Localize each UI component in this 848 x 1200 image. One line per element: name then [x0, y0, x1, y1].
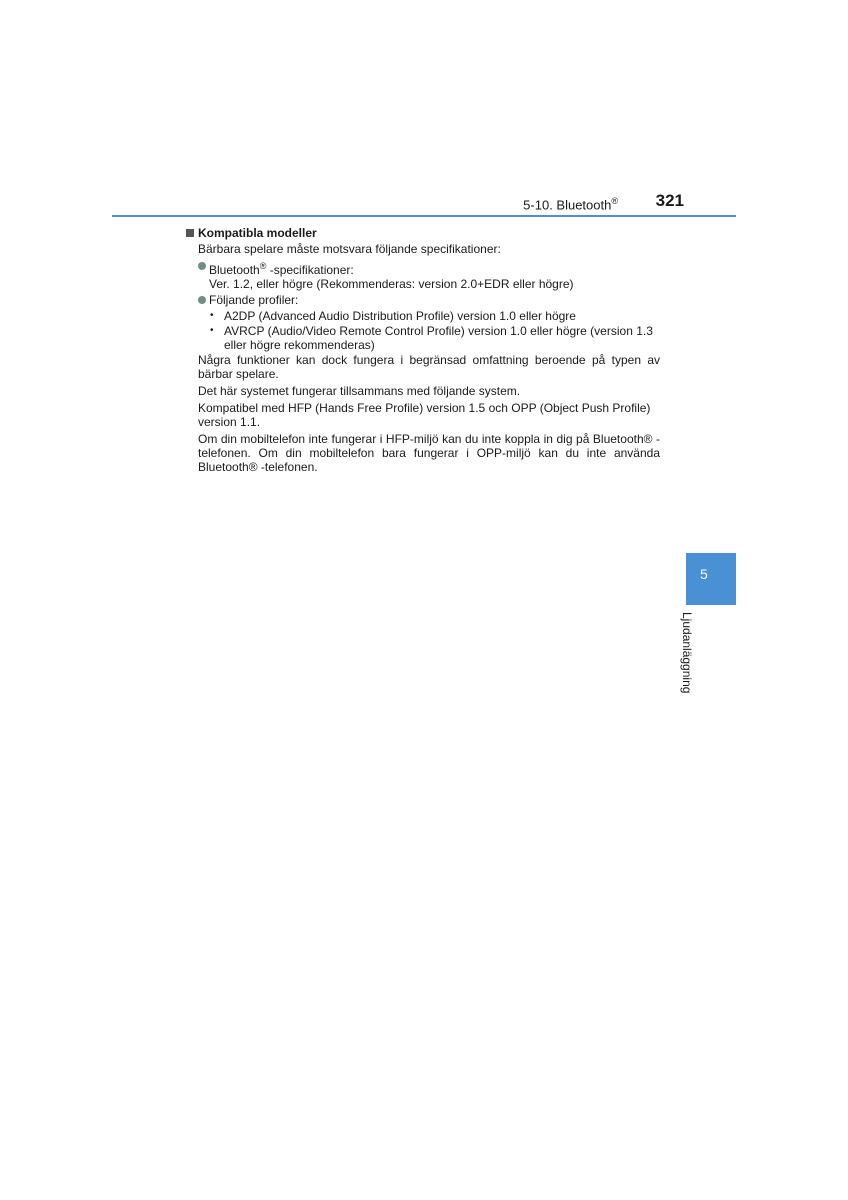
intro-text: Bärbara spelare måste motsvara följande specifikationer:: [198, 242, 501, 256]
paragraph: Kompatibel med HFP (Hands Free Profile) version 1.5 och OPP (Object Push Profile) version 1.1.: [198, 401, 651, 429]
chapter-tab: [686, 553, 736, 605]
paragraph: Några funktioner kan dock fungera i begränsad omfattning beroende på typen av bärbar spelare.: [198, 353, 660, 381]
circle-bullet-icon: [198, 296, 206, 304]
square-bullet-icon: [186, 229, 194, 237]
main-content: [186, 226, 660, 477]
profile-list: [186, 309, 660, 352]
chapter-number: 5: [700, 566, 708, 582]
chapter-label: Ljudanläggning: [680, 612, 694, 694]
header-rule: [112, 215, 736, 217]
section-heading: Kompatibla modeller: [186, 226, 660, 240]
page-header: [112, 190, 736, 216]
small-bullet-icon: •: [210, 310, 214, 321]
list-item: Följande profiler:: [186, 293, 660, 307]
sub-list-item: • AVRCP (Audio/Video Remote Control Profile) version 1.0 eller högre (version 1.3 eller högre rekommenderas): [210, 324, 653, 352]
list-item: Bluetooth® -specifikationer: Ver. 1.2, eller högre (Rekommenderas: version 2.0+EDR eller högre): [186, 259, 660, 291]
paragraph: Det här systemet fungerar tillsammans med följande system.: [198, 384, 521, 398]
circle-bullet-icon: [198, 262, 206, 270]
page-number: 321: [655, 191, 684, 210]
small-bullet-icon: •: [210, 325, 214, 336]
paragraph: Om din mobiltelefon inte fungerar i HFP-miljö kan du inte koppla in dig på Bluetooth® -telefonen. Om din mobiltelefon bara fungerar i OPP-miljö kan du inte använda Bluetooth® -telefonen.: [198, 432, 660, 474]
sub-list-item: • A2DP (Advanced Audio Distribution Profile) version 1.0 eller högre: [210, 309, 576, 323]
section-title: 5-10. Bluetooth®: [523, 196, 618, 213]
